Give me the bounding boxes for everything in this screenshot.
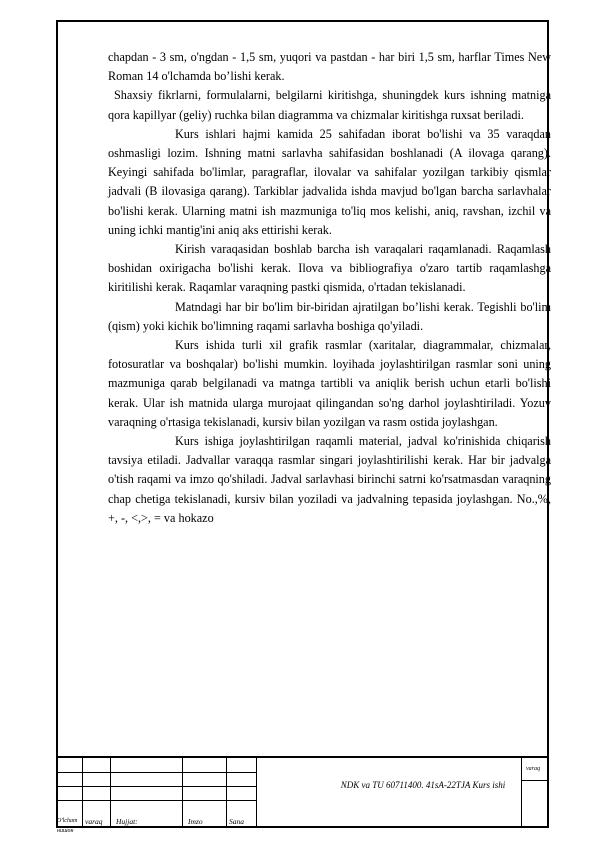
sheet-label: varaq [526, 766, 540, 772]
stamp-col-line [521, 758, 522, 828]
paragraph-7: Kurs ishiga joylashtirilgan raqamli material, jadval ko'rinishida chiqarish tavsiya etiladi. Jadvallar varaqqa rasmlar singari joylashtirilishi kerak. Har bir jadvalga o'tish raqami va imzo qo'shiladi. Jadval sarlavhasi birinchi satrni ko'rsatmasdan varaqning chap chetiga tekislanadi, kursiv bilan yoziladi va jadvalning tepasida joylashgan. No.,%, +, -, <,>, = va hokazo [108, 434, 551, 525]
document-code: NDK va TU 60711400. 41sA-22TJA Kurs ishi [340, 780, 506, 790]
title-block-stamp [56, 756, 549, 834]
paragraph-1: chapdan - 3 sm, o'ngdan - 1,5 sm, yuqori va pastdan - har biri 1,5 sm, harflar Times New Roman 14 o'lchamda bo’lishi kerak. [108, 50, 551, 84]
paragraph-5: Matndagi har bir bo'lim bir-biridan ajratilgan bo’lishi kerak. Tegishli bo'lim (qism) yoki kichik bo'limning raqami sarlavha boshiga qo'yiladi. [108, 299, 551, 333]
stamp-col-line [256, 758, 257, 828]
stamp-label-hujjat: Hujjat: [116, 817, 138, 826]
paragraph-4: Kirish varaqasidan boshlab barcha ish varaqalari raqamlanadi. Raqamlash boshidan oxirigacha bo'lishi kerak. Ilova va bibliografiya o'zaro tartib raqamlashga kiritilishi kerak. Raqamlar varaqning pastki qismida, o'rtadan tekislanadi. [108, 242, 551, 295]
stamp-label-below: нишон [57, 828, 74, 834]
stamp-col-line [182, 758, 183, 828]
document-body [108, 48, 551, 528]
stamp-col-line [82, 758, 83, 828]
stamp-label-olcham: O'lcham [57, 818, 78, 824]
stamp-col-line [226, 758, 227, 828]
stamp-col-line [110, 758, 111, 828]
stamp-label-sana: Sana [229, 817, 244, 826]
paragraph-3: Kurs ishlari hajmi kamida 25 sahifadan iborat bo'lishi va 35 varaqdan oshmasligi lozim. Ishning matni sarlavha sahifasidan boshlanadi (A ilovaga qarang). Keyingi sahifada bo'limlar, paragraflar, ilovalar va sahifalar yozilgan tarkibiy qismlar jadvali (B ilovasiga qarang). Tarkiblar jadvalida ishda mavjud bo'lgan barcha sarlavhalar bo'lishi kerak. Ularning matni ish mazmuniga to'liq mos kelishi, aniq, ravshan, izchil va uning ichki mantig'ini aniq aks ettirishi kerak. [108, 126, 551, 237]
stamp-label-imzo: Imzo [188, 817, 203, 826]
stamp-label-varaq: varaq [85, 817, 103, 826]
paragraph-6: Kurs ishida turli xil grafik rasmlar (xaritalar, diagrammalar, chizmalar, fotosuratlar va boshqalar) bo'lishi mumkin. loyihada joylashtirilgan rasmlar soni uning mazmuniga qarab belgilanadi va matnga tartibli va aniqlik berish uchun etarli bo'lishi kerak. Ular ish matnida ularga murojaat qilingandan so'ng darhol joylashtiriladi. Yozuv varaqning o'rtasiga tekislanadi, kursiv bilan yozilgan va rasm ostida joylashgan. [108, 338, 551, 429]
paragraph-2: Shaxsiy fikrlarni, formulalarni, belgilarni kiritishga, shuningdek kurs ishning matniga qora kapillyar (geliy) ruchka bilan diagramma va chizmalar kiritishga ruxsat beriladi. [108, 88, 551, 122]
